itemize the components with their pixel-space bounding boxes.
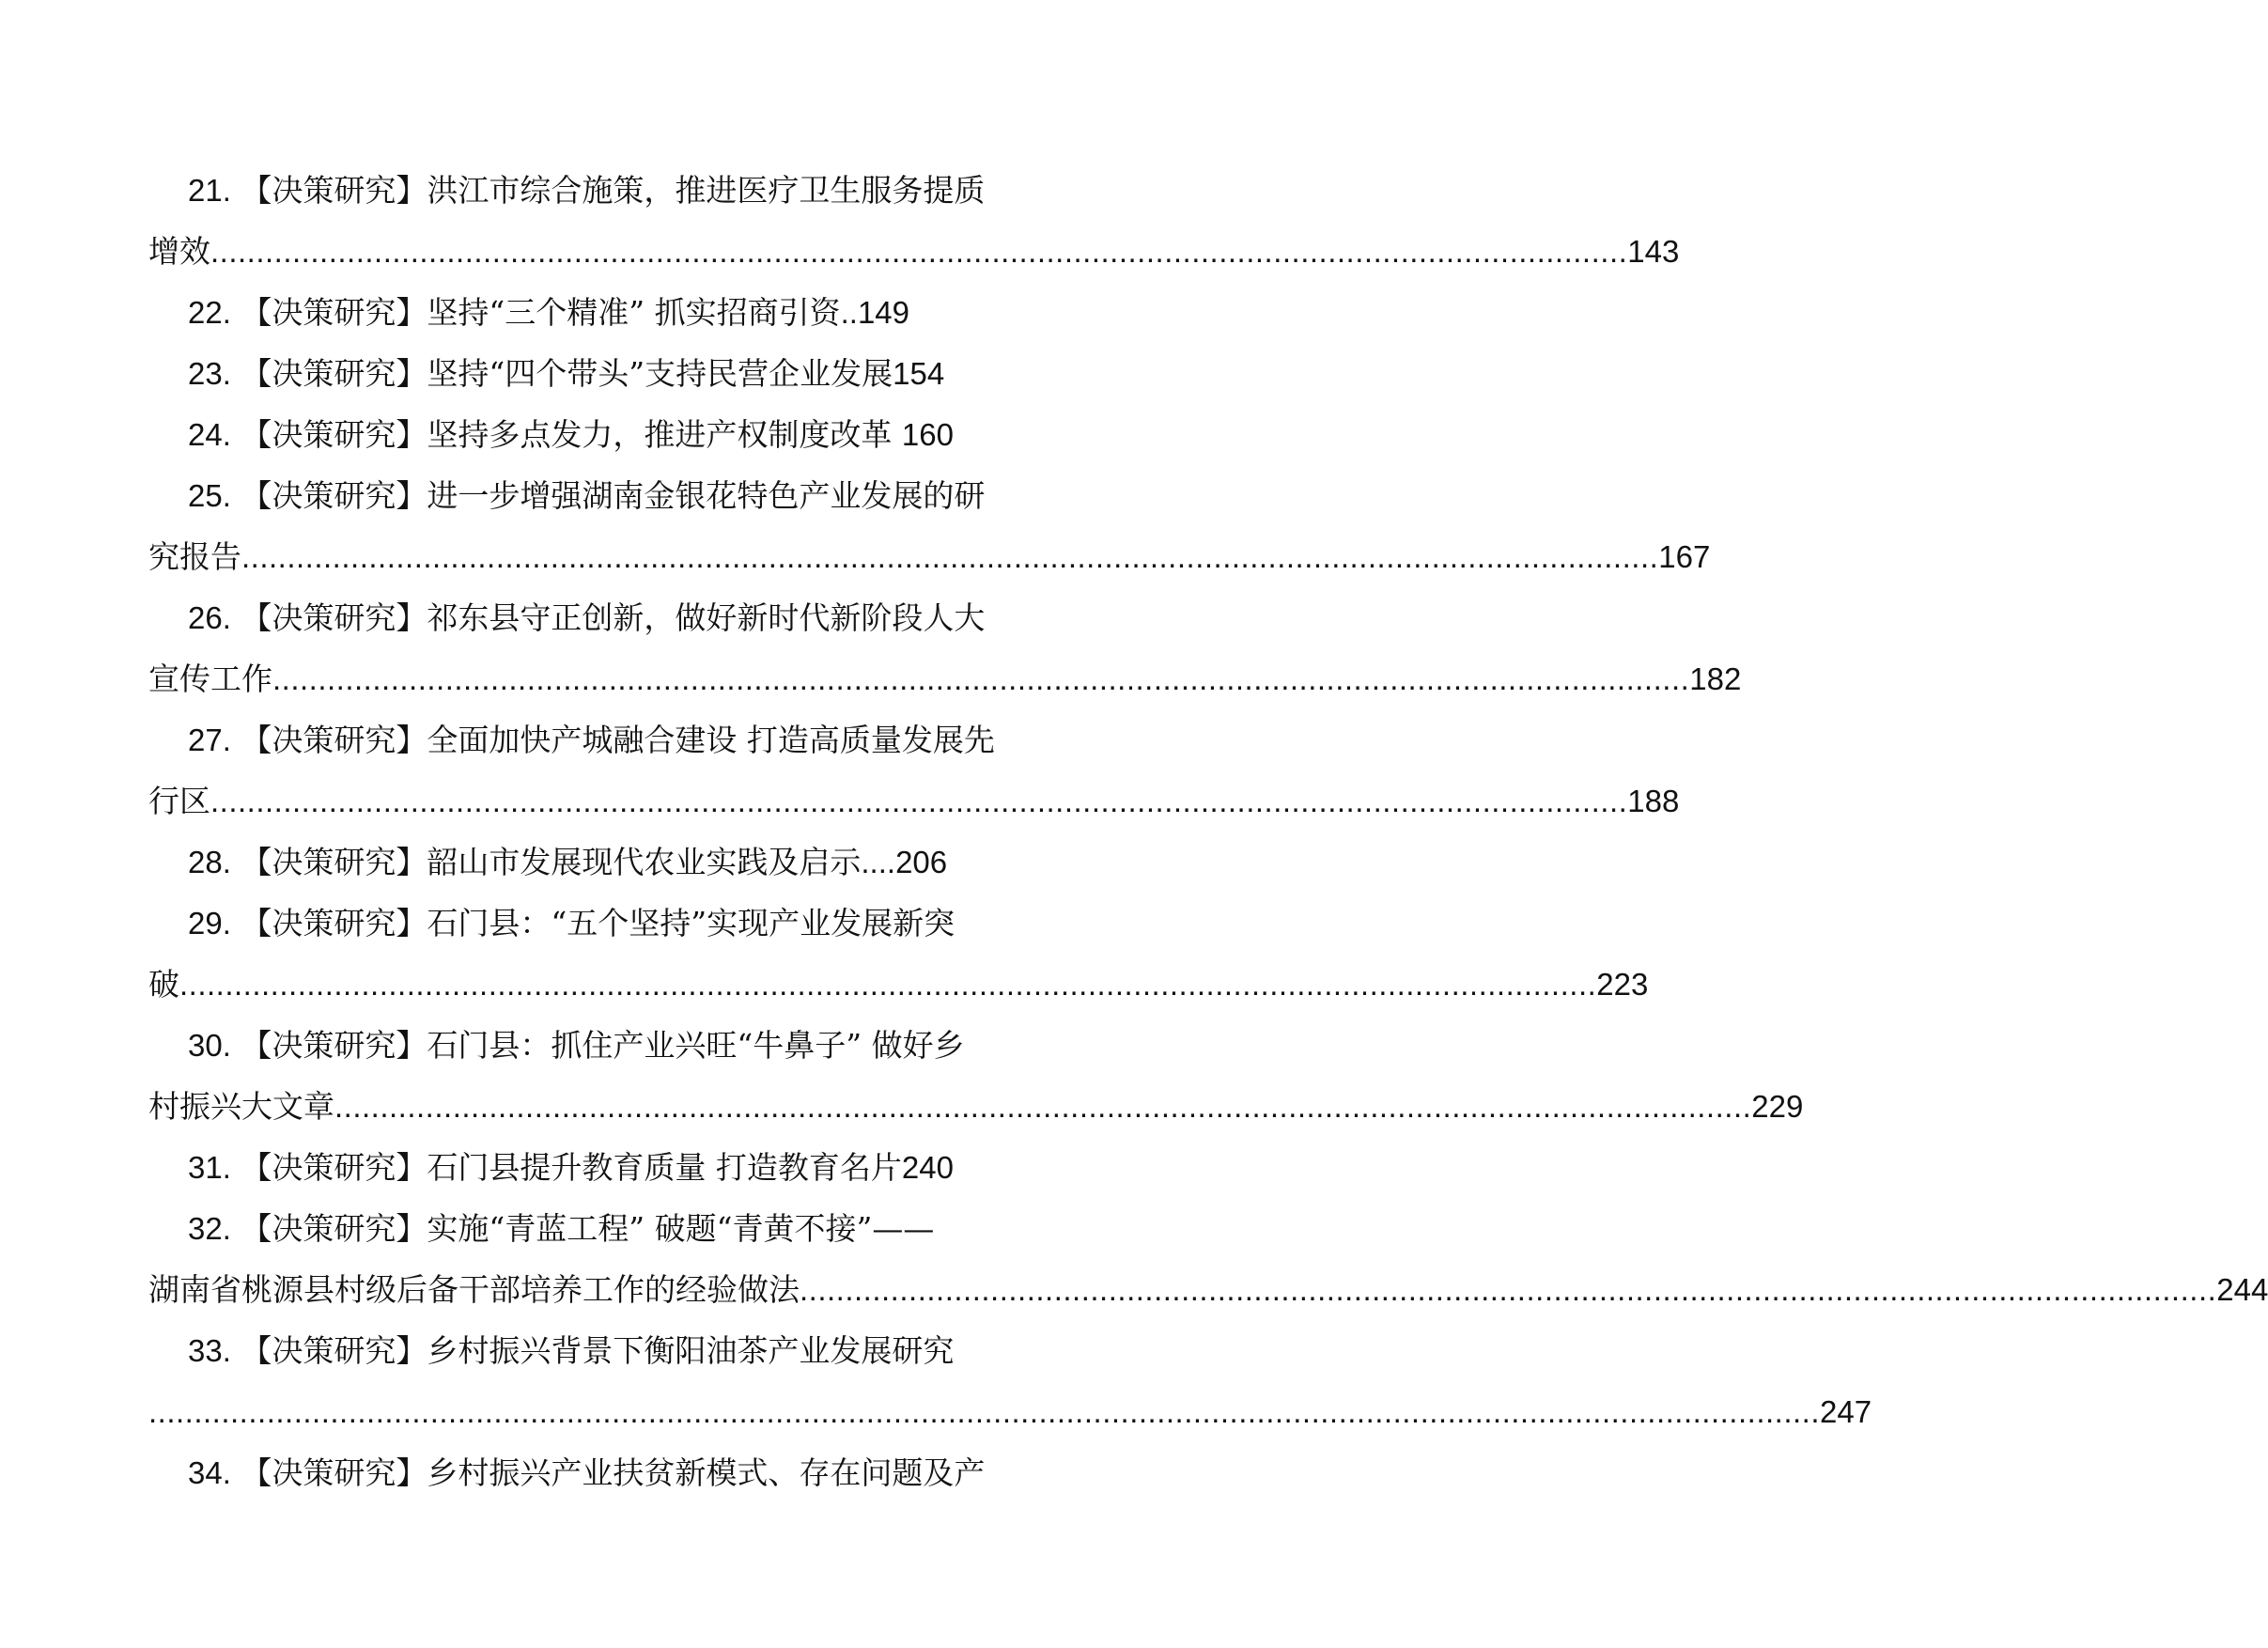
entry-title: 【决策研究】石门县提升教育质量 打造教育名片 [241, 1149, 902, 1186]
page-number: 247 [1820, 1394, 1872, 1429]
entry-number: 30. [188, 1028, 231, 1063]
entry-number: 26. [188, 600, 231, 635]
entry-number: 27. [188, 723, 231, 757]
entry-title: 【决策研究】进一步增强湖南金银花特色产业发展的研 [241, 477, 986, 514]
toc-entry-28[interactable] [148, 832, 1017, 893]
entry-title-continued: 破 [148, 966, 179, 1003]
entry-title-continued: 宣传工作 [148, 661, 272, 697]
entry-title-continued: 增效 [148, 233, 210, 270]
toc-entry-27[interactable] [148, 709, 1680, 832]
page-number: 149 [857, 295, 910, 330]
dot-leader: ............................................................................................................................................................ [800, 1272, 2217, 1307]
toc-entry-34[interactable] [148, 1442, 1017, 1503]
page-number: 167 [1658, 539, 1711, 574]
toc-entry-24[interactable] [148, 404, 1017, 465]
entry-title-continued: 行区 [148, 783, 210, 819]
dot-leader: ............................................................................................................................................................ [334, 1089, 1752, 1124]
page-number: 154 [893, 356, 945, 391]
page-number: 240 [901, 1150, 954, 1185]
entry-title: 【决策研究】石门县：抓住产业兴旺“牛鼻子” 做好乡 [241, 1027, 965, 1064]
dot-leader: .. [840, 295, 858, 330]
page-number: 160 [901, 417, 954, 452]
entry-number: 32. [188, 1211, 231, 1246]
dot-leader: ............................................................................................................................................................ [241, 539, 1659, 574]
table-of-contents [148, 160, 2268, 1503]
entry-title: 【决策研究】乡村振兴产业扶贫新模式、存在问题及产 [241, 1454, 986, 1491]
page-number: 206 [895, 845, 948, 879]
toc-entry-26[interactable] [148, 587, 1742, 709]
entry-title-continued: 湖南省桃源县村级后备干部培养工作的经验做法 [148, 1271, 800, 1308]
entry-title: 【决策研究】坚持“四个带头”支持民营企业发展 [241, 355, 893, 392]
entry-title: 【决策研究】实施“青蓝工程” 破题“青黄不接”—— [241, 1210, 935, 1247]
entry-number: 25. [188, 478, 231, 513]
entry-title: 【决策研究】全面加快产城融合建设 打造高质量发展先 [241, 722, 995, 758]
entry-number: 28. [188, 845, 231, 879]
dot-leader: ............................................................................................................................................................ [210, 784, 1628, 818]
entry-number: 31. [188, 1150, 231, 1185]
dot-leader: ............................................................................................................................................................ [179, 967, 1597, 1002]
dot-leader: ............................................................................................................................................................ [210, 234, 1628, 269]
entry-number: 29. [188, 906, 231, 941]
page-number: 143 [1627, 234, 1680, 269]
entry-number: 21. [188, 173, 231, 208]
page-number: 229 [1751, 1089, 1804, 1124]
entry-title-continued: 究报告 [148, 538, 241, 575]
toc-entry-25[interactable] [148, 465, 1711, 587]
entry-number: 33. [188, 1333, 231, 1368]
entry-title: 【决策研究】坚持多点发力，推进产权制度改革 [241, 416, 902, 453]
entry-title: 【决策研究】坚持“三个精准” 抓实招商引资 [241, 294, 841, 331]
toc-entry-30[interactable] [148, 1015, 1804, 1137]
entry-title: 【决策研究】石门县：“五个坚持”实现产业发展新突 [241, 905, 955, 941]
entry-number: 34. [188, 1455, 231, 1490]
dot-leader: ............................................................................................................................................................ [272, 661, 1690, 696]
entry-number: 22. [188, 295, 231, 330]
entry-title: 【决策研究】祁东县守正创新，做好新时代新阶段人大 [241, 599, 986, 636]
entry-title-continued: 村振兴大文章 [148, 1088, 334, 1125]
toc-entry-32[interactable] [148, 1198, 2268, 1320]
toc-entry-22[interactable] [148, 282, 1017, 343]
page-number: 223 [1596, 967, 1649, 1002]
toc-entry-23[interactable] [148, 343, 1017, 404]
entry-title: 【决策研究】洪江市综合施策，推进医疗卫生服务提质 [241, 172, 986, 209]
dot-leader: ........................................................................................................................................................................................ [148, 1394, 1820, 1429]
entry-number: 24. [188, 417, 231, 452]
toc-entry-21[interactable] [148, 160, 1680, 282]
entry-title: 【决策研究】乡村振兴背景下衡阳油茶产业发展研究 [241, 1332, 955, 1369]
toc-entry-29[interactable] [148, 893, 1649, 1015]
page-number: 188 [1627, 784, 1680, 818]
entry-number: 23. [188, 356, 231, 391]
page-number: 244 [2216, 1272, 2268, 1307]
toc-entry-33[interactable] [148, 1320, 1872, 1442]
toc-entry-31[interactable] [148, 1137, 1017, 1198]
page-number: 182 [1689, 661, 1742, 696]
entry-title: 【决策研究】韶山市发展现代农业实践及启示 [241, 844, 862, 880]
dot-leader: .... [861, 845, 896, 879]
